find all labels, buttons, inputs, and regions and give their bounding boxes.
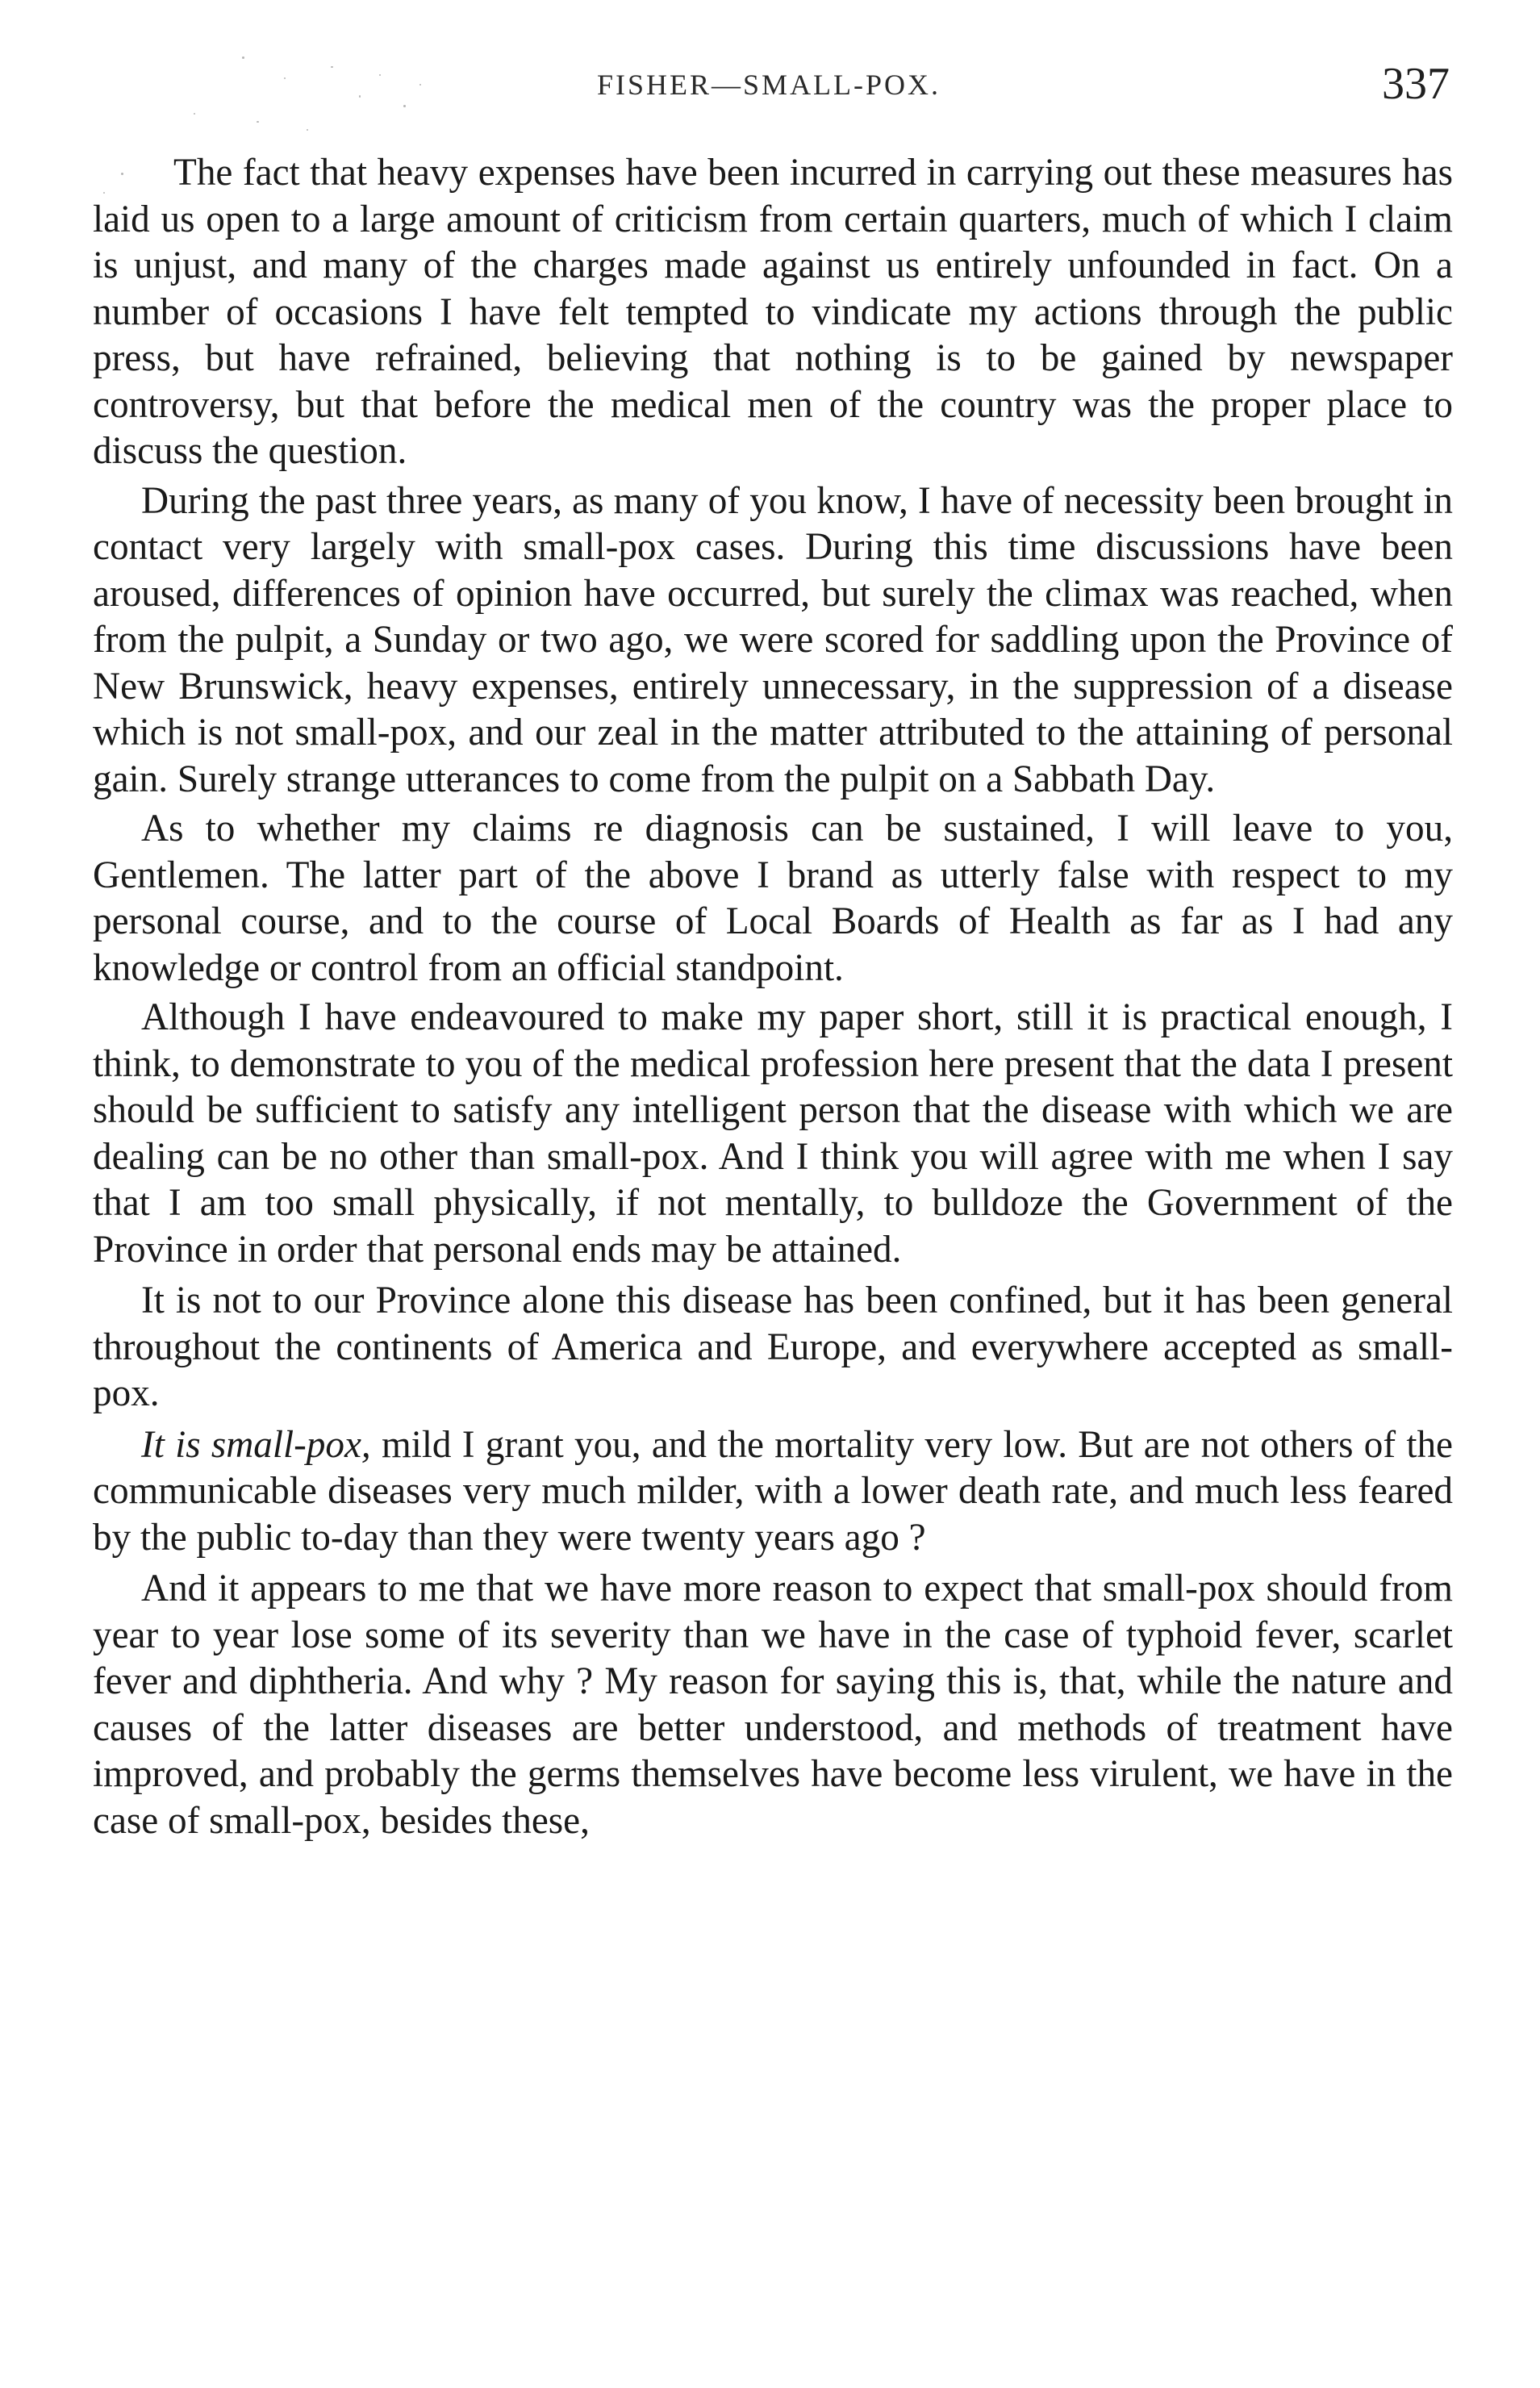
paragraph	[93, 1278, 1453, 1417]
paragraph	[93, 150, 1453, 475]
paragraph-text: mild I grant you, and the mortality very low. But are not others of the communicable diseases very much milder, with a lower death rate, and much less feared by the public to-day than they were twenty years ago ?	[93, 1423, 1453, 1559]
paragraph	[93, 995, 1453, 1273]
body-text	[93, 150, 1453, 1847]
running-head	[0, 53, 1540, 118]
page-number: 337	[1382, 59, 1450, 109]
paragraph	[93, 1566, 1453, 1844]
paragraph-text: It is not to our Province alone this disease has been confined, but it has been general throughout the continents of America and Europe, and everywhere accepted as small-pox.	[93, 1280, 1453, 1414]
paragraph-italic-lead: It is small-pox,	[141, 1423, 371, 1466]
paragraph	[93, 1422, 1453, 1562]
paragraph-text: As to whether my claims re diagnosis can be sustained, I will leave to you, Gentlemen. The latter part of the above I brand as utterly false with respect to my personal course, and to the course of Local Boards of Health as far as I had any knowledge or control from an official standpoint.	[93, 808, 1453, 989]
paragraph-text: During the past three years, as many of you know, I have of necessity been brought in contact very largely with small-pox cases. During this time discussions have been aroused, differences of opinion have occurred, but surely the climax was reached, when from the pulpit, a Sunday or two ago, we were scored for saddling upon the Province of New Brunswick, heavy expenses, entirely unnecessary, in the suppression of a disease which is not small-pox, and our zeal in the matter attributed to the attaining of personal gain. Surely strange utterances to come from the pulpit on a Sabbath Day.	[93, 479, 1453, 800]
paragraph-text: Although I have endeavoured to make my paper short, still it is practical enough, I think, to demonstrate to you of the medical profession here present that the data I present should be sufficient to satisfy any intelligent person that the disease with which we are dealing can be no other than small-pox. And I think you will agree with me when I say that I am too small physically, if not mentally, to bulldoze the Government of the Province in order that personal ends may be attained.	[93, 996, 1453, 1271]
paragraph-text: The fact that heavy expenses have been incurred in carrying out these measures has laid us open to a large amount of criticism from certain quarters, much of which I claim is unjust, and many of the charges made against us entirely unfounded in fact. On a number of occasions I have felt tempted to vindicate my actions through the public press, but have refrained, believing that nothing is to be gained by newspaper controversy, but that before the medical men of the country was the proper place to discuss the question.	[93, 152, 1453, 472]
paragraph	[93, 806, 1453, 992]
running-title: FISHER—SMALL-POX.	[597, 69, 941, 101]
paragraph	[93, 478, 1453, 804]
paragraph-text: And it appears to me that we have more reason to expect that small-pox should from year to year lose some of its severity than we have in the case of typhoid fever, scarlet fever and diphtheria. And why ? My reason for saying this is, that, while the nature and causes of the latter diseases are better understood, and methods of treatment have improved, and probably the germs themselves have become less virulent, we have in the case of small-pox, besides these,	[93, 1568, 1453, 1842]
